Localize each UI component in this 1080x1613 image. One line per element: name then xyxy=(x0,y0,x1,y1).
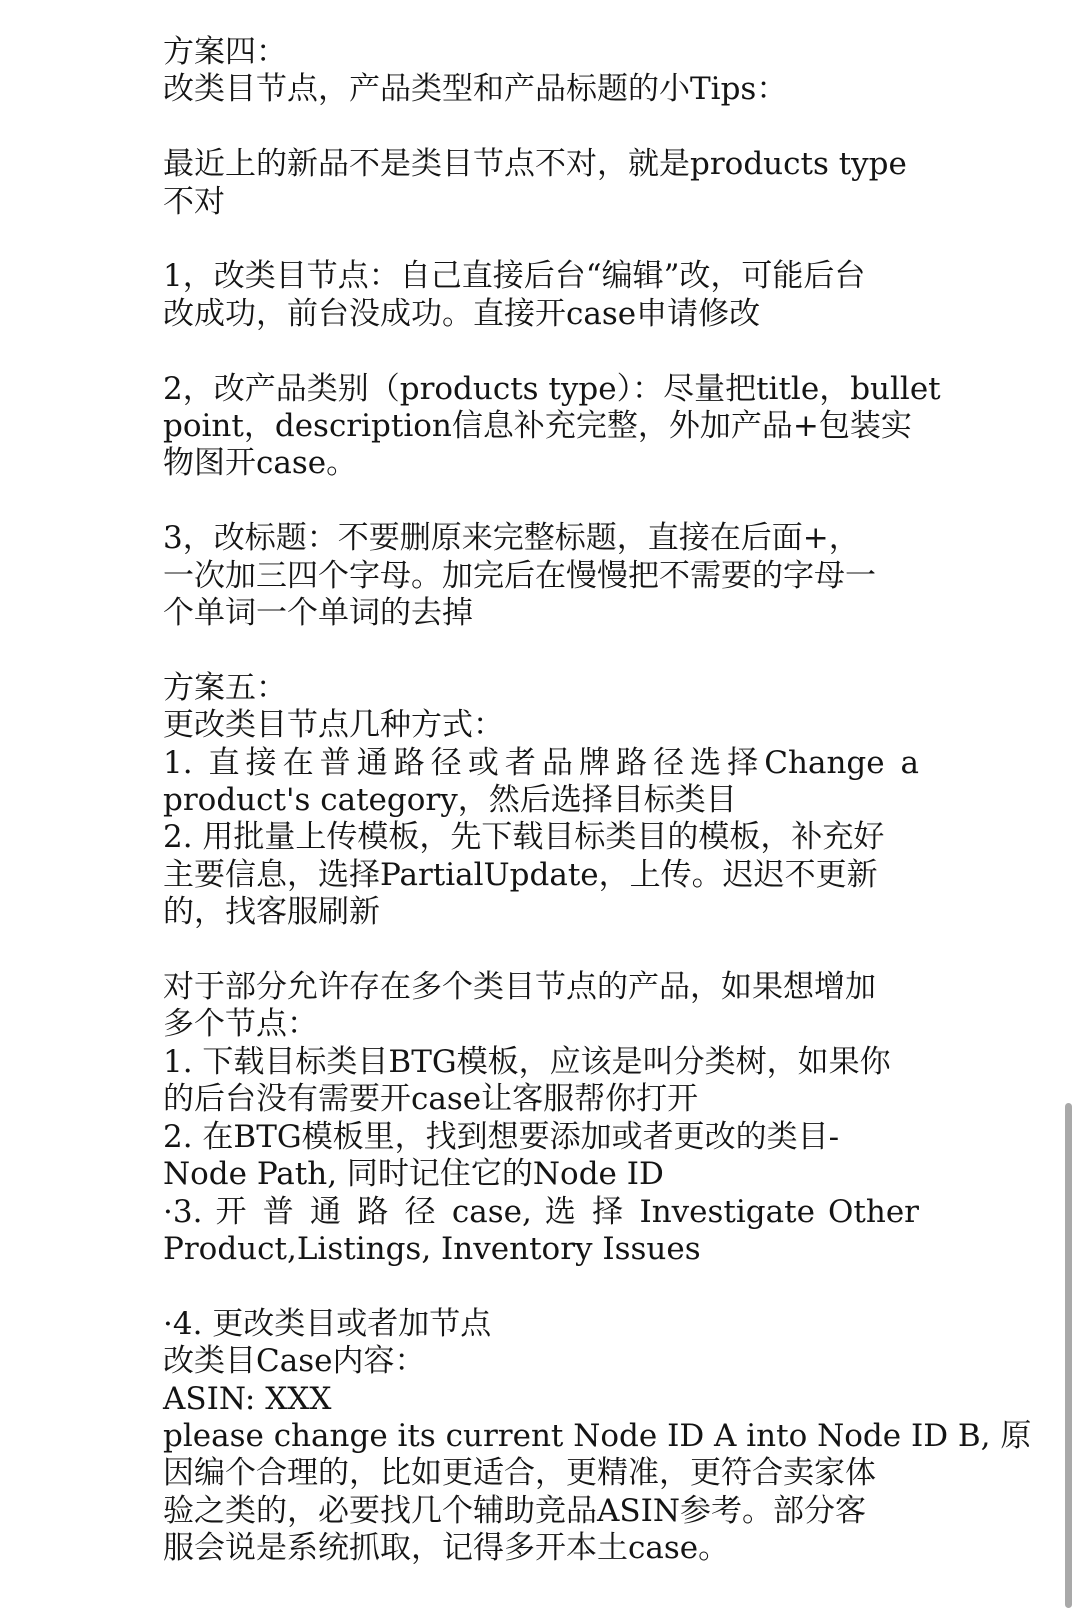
text-line: 物图开case。 xyxy=(163,445,358,482)
paragraph xyxy=(163,520,919,632)
text-line: 主要信息，选择PartialUpdate，上传。迟迟不更新 xyxy=(163,856,878,893)
text-line: product's category，然后选择目标类目 xyxy=(163,782,737,819)
paragraph xyxy=(163,670,919,932)
text-line: 验之类的，必要找几个辅助竞品ASIN参考。部分客 xyxy=(163,1492,866,1529)
text-line: 的后台没有需要开case让客服帮你打开 xyxy=(163,1081,699,1118)
text-line: point，description信息补充完整，外加产品+包装实 xyxy=(163,408,912,445)
text-line: 最近上的新品不是类目节点不对，就是products type xyxy=(163,146,907,183)
text-line: ·3. 开 普 通 路 径 case, 选 择 Investigate Other xyxy=(163,1193,919,1230)
text-line: 更改类目节点几种方式： xyxy=(163,707,504,744)
text-line: 改类目节点，产品类型和产品标题的小Tips： xyxy=(163,71,788,108)
text-line: 服会说是系统抓取，记得多开本土case。 xyxy=(163,1530,730,1567)
text-line: 个单词一个单词的去掉 xyxy=(163,595,473,632)
text-line: 方案五： xyxy=(163,669,287,706)
paragraph xyxy=(163,146,919,221)
text-line: 因编个合理的，比如更适合，更精准，更符合卖家体 xyxy=(163,1455,876,1492)
text-line: Node Path, 同时记住它的Node ID xyxy=(163,1156,664,1193)
text-line: 1，改类目节点：自己直接后台“编辑”改，可能后台 xyxy=(163,258,866,295)
paragraph xyxy=(163,1305,1032,1568)
vertical-scrollbar[interactable] xyxy=(1065,1103,1072,1608)
paragraph xyxy=(163,969,919,1268)
text-line: 对于部分允许存在多个类目节点的产品，如果想增加 xyxy=(163,969,876,1006)
paragraph xyxy=(163,34,919,109)
text-line: 一次加三四个字母。加完后在慢慢把不需要的字母一 xyxy=(163,557,876,594)
paragraph xyxy=(163,370,941,483)
text-line: 不对 xyxy=(163,183,225,220)
text-line: 的，找客服刷新 xyxy=(163,894,380,931)
text-line: ·4. 更改类目或者加节点 xyxy=(163,1305,492,1342)
text-line: 改类目Case内容： xyxy=(163,1343,426,1380)
paragraph xyxy=(163,258,919,333)
text-line: 多个节点： xyxy=(163,1006,318,1043)
text-line: please change its current Node ID A into Node ID B, 原 xyxy=(163,1417,1032,1454)
text-line: Product,Listings, Inventory Issues xyxy=(163,1230,701,1267)
text-line: 1. 下载目标类目BTG模板，应该是叫分类树，如果你 xyxy=(163,1043,891,1080)
text-line: 3，改标题：不要删原来完整标题，直接在后面+， xyxy=(163,520,860,557)
text-line: 2. 在BTG模板里，找到想要添加或者更改的类目- xyxy=(163,1118,840,1155)
text-line: 改成功，前台没成功。直接开case申请修改 xyxy=(163,295,761,332)
text-line: ASIN: XXX xyxy=(163,1380,332,1417)
text-line: 1. 直接在普通路径或者品牌路径选择Change a xyxy=(163,744,919,781)
text-line: 2. 用批量上传模板，先下载目标类目的模板，补充好 xyxy=(163,819,885,856)
text-line: 方案四： xyxy=(163,34,287,70)
document-body xyxy=(163,34,1032,1568)
text-line: 2，改产品类别（products type）：尽量把title，bullet xyxy=(163,370,941,407)
